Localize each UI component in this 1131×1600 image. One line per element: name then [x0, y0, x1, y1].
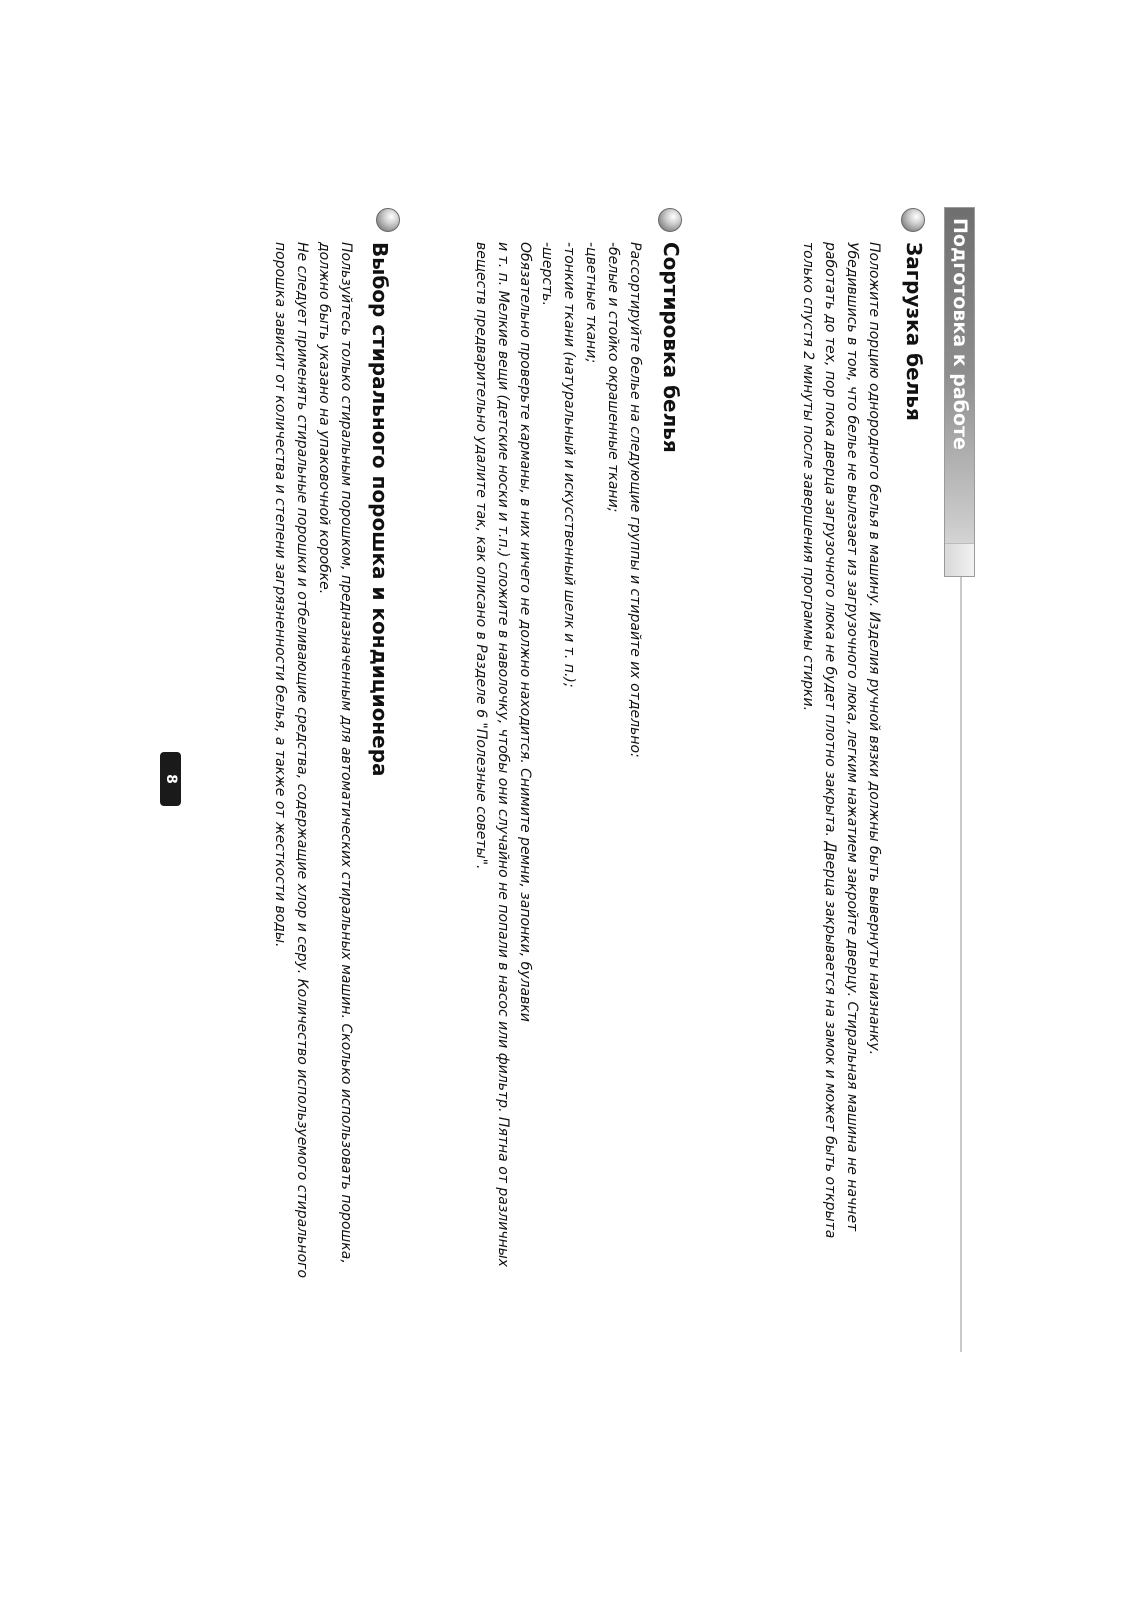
text-line: -шерсть. [539, 242, 555, 306]
bullet-icon [376, 208, 400, 232]
section-body [470, 242, 646, 1267]
section-body [797, 242, 885, 1238]
section-header [944, 207, 975, 577]
text-line: -цветные ткани; [583, 242, 599, 364]
text-line: Рассортируйте белье на следующие группы и стирайте их отдельно: [627, 242, 643, 758]
section-heading: Выбор стирального порошка и кондиционера [368, 242, 392, 777]
text-line: -тонкие ткани (натуральный и искусственный шелк и т. п.); [561, 242, 577, 688]
text-line: и т. п. Мелкие вещи (детские носки и т.п.) сложите в наволочку, чтобы они случайно не попали в насос или фильтр. Пятна от различных [495, 242, 511, 1268]
bullet-icon [658, 208, 682, 232]
text-line: Пользуйтесь только стиральным порошком, предназначенным для автоматических стиральных машин. Сколько использовать порошка, [338, 242, 354, 1264]
text-line: Обязательно проверьте карманы, в них ничего не должно находится. Снимите ремни, запонки, булавки [517, 242, 533, 1022]
text-line: должно быть указано на упаковочной коробке. [316, 242, 332, 595]
header-rule [960, 577, 962, 1352]
text-line: Убедившись в том, что белье не вылезает из загрузочного люка, легким нажатием закройте дверцу. Стиральная машина не начнет [844, 242, 860, 1232]
section-body [269, 242, 357, 1278]
text-line: работать до тех, пор пока дверца загрузочного люка не будет плотно закрыта. Дверца закрывается на замок и может быть открыта [822, 242, 838, 1239]
text-line: -белые и стойко окрашенные ткани; [605, 242, 621, 513]
bullet-icon [901, 208, 925, 232]
section-header-title: Подготовка к работе [949, 218, 971, 450]
page-number: 8 [160, 752, 181, 806]
section-heading: Сортировка белья [659, 242, 683, 453]
header-end-cap [945, 543, 974, 576]
rotated-page [75, 180, 975, 1580]
text-line: Положите порцию однородного белья в машину. Изделия ручной вязки должны быть вывернуты наизнанку. [866, 242, 882, 1056]
text-line: веществ предварительно удалите так, как описано в Разделе 6 "Полезные советы". [473, 242, 489, 870]
text-line: порошка зависит от количества и степени загрязненности белья, а также от жесткости воды. [272, 242, 288, 948]
text-line: Не следует применять стиральные порошки и отбеливающие средства, содержащие хлор и серу. Количество используемого стирального [294, 242, 310, 1279]
section-heading: Загрузка белья [902, 242, 926, 421]
text-line: только спустя 2 минуты после завершения программы стирки. [800, 242, 816, 712]
